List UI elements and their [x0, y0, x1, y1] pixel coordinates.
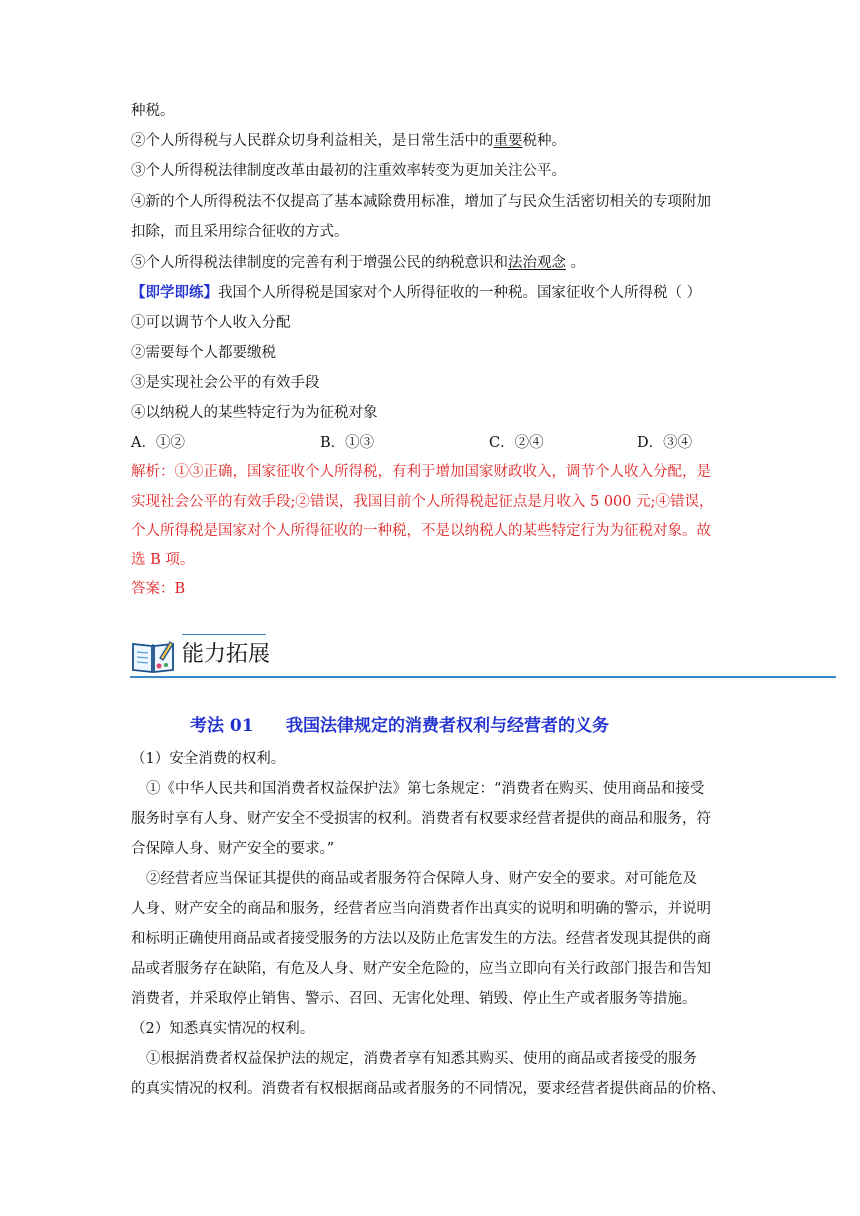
body-line: 人身、财产安全的商品和服务，经营者应当向消费者作出真实的说明和明确的警示，并说明: [131, 901, 711, 917]
exercise-item: ①可以调节个人收入分配: [131, 315, 291, 331]
section-divider: [130, 676, 836, 678]
exercise-item: ④以纳税人的某些特定行为为征税对象: [131, 405, 378, 421]
exercise-item: ②需要每个人都要缴税: [131, 345, 276, 361]
body-line: ①根据消费者权益保护法的规定，消费者享有知悉其购买、使用的商品或者接受的服务: [146, 1051, 697, 1067]
body-line: 和标明正确使用商品或者接受服务的方法以及防止危害发生的方法。经营者发现其提供的商: [131, 931, 711, 947]
answer-line: 答案：B: [131, 581, 186, 597]
analysis-line: 解析：①③正确，国家征收个人所得税，有利于增加国家财政收入，调节个人收入分配，是: [131, 464, 711, 480]
open-book-icon: [130, 636, 176, 674]
body-line: ①《中华人民共和国消费者权益保护法》第七条规定：“消费者在购买、使用商品和接受: [146, 781, 705, 797]
text-line: [131, 131, 566, 151]
option-c: C．②④: [489, 435, 544, 451]
exercise-stem: [131, 283, 701, 303]
kaofa-number: 考法 01: [190, 716, 254, 736]
option-a: A．①②: [131, 435, 185, 451]
analysis-line: 选 B 项。: [131, 552, 195, 568]
kaofa-title: 我国法律规定的消费者权利与经营者的义务: [286, 716, 609, 736]
exercise-item: ③是实现社会公平的有效手段: [131, 375, 320, 391]
body-line: 服务时享有人身、财产安全不受损害的权利。消费者有权要求经营者提供的商品和服务，符: [131, 811, 711, 827]
text-span: 税种。: [522, 133, 566, 149]
body-line: （2）知悉真实情况的权利。: [131, 1021, 315, 1037]
text-line: ③个人所得税法律制度改革由最初的注重效率转变为更加关注公平。: [131, 163, 566, 179]
underlined-blank: 重要: [493, 133, 523, 149]
text-span: 。: [566, 255, 586, 271]
text-span: ②个人所得税与人民群众切身利益相关，是日常生活中的: [131, 133, 494, 149]
body-line: 品或者服务存在缺陷，有危及人身、财产安全危险的，应当立即向有关行政部门报告和告知: [131, 961, 711, 977]
section-heading: [130, 632, 836, 680]
heading-topline: [182, 634, 266, 635]
body-line: 消费者，并采取停止销售、警示、召回、无害化处理、销毁、停止生产或者服务等措施。: [131, 991, 697, 1007]
analysis-line: 个人所得税是国家对个人所得征收的一种税，不是以纳税人的某些特定行为为征税对象。故: [131, 523, 711, 539]
option-b: B．①③: [320, 435, 375, 451]
text-line: [131, 253, 585, 273]
body-line: （1）安全消费的权利。: [131, 751, 286, 767]
body-line: ②经营者应当保证其提供的商品或者服务符合保障人身、财产安全的要求。对可能危及: [146, 871, 697, 887]
text-line: ④新的个人所得税法不仅提高了基本减除费用标准，增加了与民众生活密切相关的专项附加: [131, 194, 711, 210]
exercise-tag: 【即学即练】: [131, 284, 218, 301]
text-line: 扣除，而且采用综合征收的方式。: [131, 224, 349, 240]
text-line: 种税。: [131, 103, 175, 119]
exercise-question: 我国个人所得税是国家对个人所得征收的一种税。国家征收个人所得税（ ）: [218, 285, 702, 301]
section-title: 能力拓展: [182, 642, 271, 667]
analysis-line: 实现社会公平的有效手段;②错误，我国目前个人所得税起征点是月收入 5 000 元;④错误，: [131, 494, 714, 510]
option-d: D．③④: [637, 435, 693, 451]
body-line: 合保障人身、财产安全的要求。”: [131, 841, 335, 857]
body-line: 的真实情况的权利。消费者有权根据商品或者服务的不同情况，要求经营者提供商品的价格、: [131, 1081, 726, 1097]
underlined-blank: 法治观念: [508, 255, 566, 271]
text-span: ⑤个人所得税法律制度的完善有利于增强公民的纳税意识和: [131, 255, 508, 271]
